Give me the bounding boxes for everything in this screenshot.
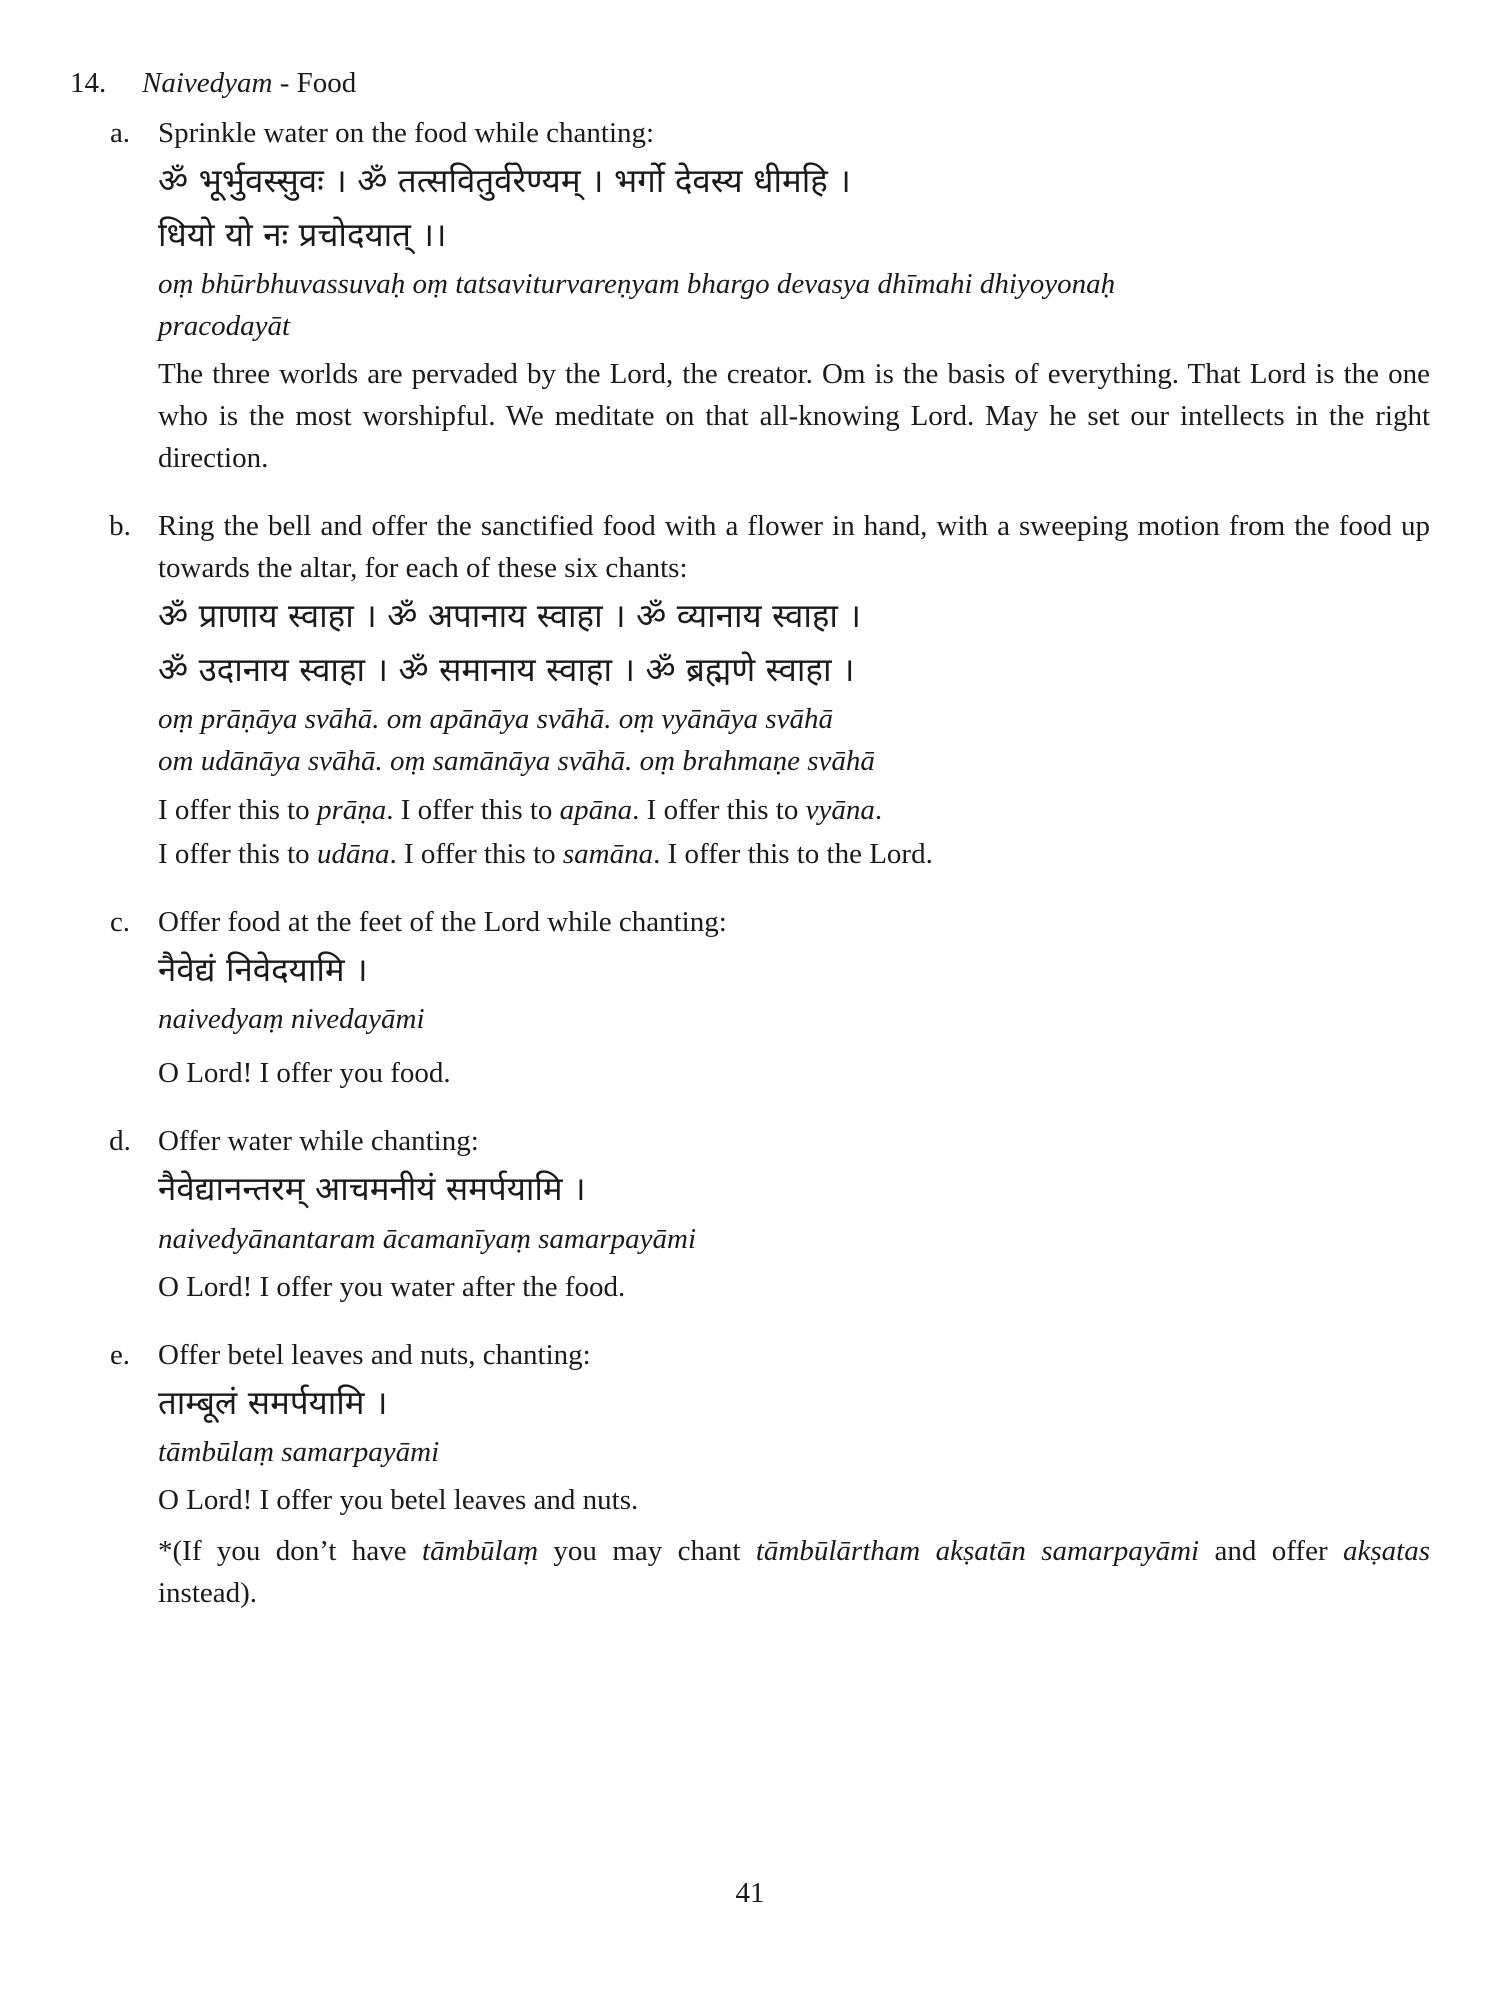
- page-content: [70, 62, 1430, 1669]
- item-b: [70, 505, 1430, 874]
- sanskrit-line: ताम्बूलं समर्पयामि ।: [158, 1382, 388, 1422]
- item-letter: a.: [109, 117, 131, 150]
- section-number: 14.: [70, 67, 107, 99]
- transliteration-line: naivedyānantaram ācamanīyaṃ samarpayāmi: [158, 1222, 697, 1255]
- item-letter: b.: [109, 510, 131, 543]
- transliteration-line: tāmbūlaṃ samarpayāmi: [158, 1436, 440, 1469]
- transliteration-line: pracodayāt: [158, 310, 291, 343]
- transliteration-line: om udānāya svāhā. oṃ samānāya svāhā. oṃ brahmaṇe svāhā: [158, 745, 875, 778]
- instruction: Sprinkle water on the food while chanting:: [158, 117, 655, 150]
- sanskrit-line: ॐ उदानाय स्वाहा । ॐ समानाय स्वाहा । ॐ ब्रह्मणे स्वाहा ।: [158, 649, 855, 689]
- sanskrit-line: धियो यो नः प्रचोदयात् ।।: [158, 214, 447, 254]
- meaning: O Lord! I offer you water after the food.: [158, 1270, 626, 1303]
- meaning: O Lord! I offer you food.: [158, 1057, 451, 1090]
- item-letter: e.: [109, 1338, 131, 1371]
- item-letter: d.: [109, 1125, 131, 1158]
- item-d: [70, 1120, 1430, 1308]
- item-a: [70, 112, 1430, 479]
- instruction: Offer water while chanting:: [158, 1125, 479, 1158]
- footnote: *(If you don’t have tāmbūlaṃ you may chant tāmbūlārtham akṣatān samarpayāmi and offer akṣatas instead).: [158, 1534, 1431, 1609]
- sanskrit-line: ॐ भूर्भुवस्सुवः । ॐ तत्सवितुर्वरेण्यम् । भर्गो देवस्य धीमहि ।: [158, 161, 851, 201]
- sanskrit-line: नैवेद्यं निवेदयामि ।: [158, 949, 368, 989]
- instruction: Offer food at the feet of the Lord while chanting:: [158, 905, 727, 938]
- item-letter: c.: [109, 905, 131, 938]
- meaning-line: I offer this to udāna. I offer this to samāna. I offer this to the Lord.: [158, 837, 933, 870]
- sanskrit-line: ॐ प्राणाय स्वाहा । ॐ अपानाय स्वाहा । ॐ व्यानाय स्वाहा ।: [158, 596, 861, 636]
- meaning: The three worlds are pervaded by the Lord, the creator. Om is the basis of everything. That Lord is the one who is the most worshipful. We meditate on that all-knowing Lord. May he set our intellects in the right direction.: [158, 358, 1430, 475]
- section-heading: [70, 62, 1430, 104]
- meaning-line: I offer this to prāṇa. I offer this to apāna. I offer this to vyāna.: [158, 793, 883, 826]
- instruction: Offer betel leaves and nuts, chanting:: [158, 1338, 591, 1371]
- section-title: [142, 62, 356, 104]
- section-title-rest: - Food: [272, 67, 357, 99]
- transliteration-line: naivedyaṃ nivedayāmi: [158, 1003, 425, 1036]
- sanskrit-line: नैवेद्यानन्तरम् आचमनीयं समर्पयामि ।: [158, 1169, 586, 1209]
- page-number: 41: [735, 1877, 765, 1909]
- section-title-italic: Naivedyam: [142, 67, 273, 99]
- transliteration-line: oṃ prāṇāya svāhā. om apānāya svāhā. oṃ vyānāya svāhā: [158, 703, 833, 736]
- item-e: [70, 1334, 1430, 1643]
- item-c: [70, 901, 1430, 1095]
- transliteration-line: oṃ bhūrbhuvassuvaḥ oṃ tatsaviturvareṇyam bhargo devasya dhīmahi dhiyoyonaḥ: [158, 268, 1116, 301]
- instruction: Ring the bell and offer the sanctified food with a flower in hand, with a sweeping motion from the food up towards the altar, for each of these six chants:: [158, 510, 1430, 585]
- meaning: O Lord! I offer you betel leaves and nuts.: [158, 1484, 639, 1517]
